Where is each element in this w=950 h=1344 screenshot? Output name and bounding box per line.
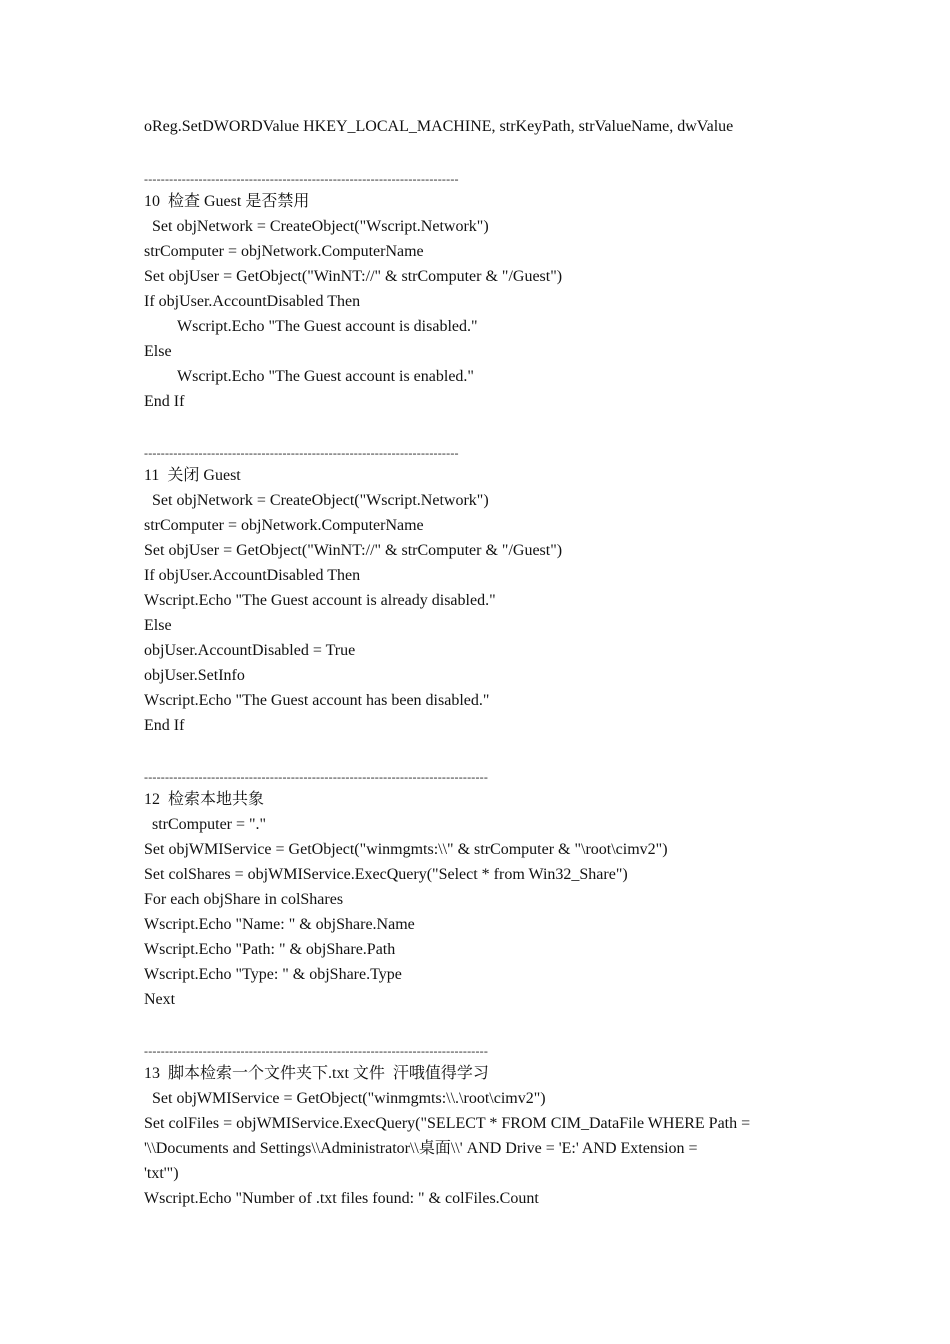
section-10-title: 10 检查 Guest 是否禁用 [144, 193, 310, 210]
code-line: Wscript.Echo "Path: " & objShare.Path [144, 941, 396, 958]
code-line: Set colFiles = objWMIService.ExecQuery("SELECT * FROM CIM_DataFile WHERE Path = [144, 1115, 751, 1132]
code-line: Wscript.Echo "The Guest account is disabled." [177, 318, 478, 335]
code-line: Wscript.Echo "The Guest account is enabled." [177, 368, 474, 385]
code-line: Wscript.Echo "Number of .txt files found: " & colFiles.Count [144, 1190, 539, 1207]
code-line: Wscript.Echo "The Guest account is already disabled." [144, 592, 496, 609]
section-13-title: 13 脚本检索一个文件夹下.txt 文件 汗哦值得学习 [144, 1065, 489, 1082]
section-separator: --------------------------------------------------------------------------- [144, 448, 459, 458]
section-12-title: 12 检索本地共象 [144, 791, 265, 808]
code-line: If objUser.AccountDisabled Then [144, 567, 361, 584]
section-separator: ---------------------------------------------------------------------------------- [144, 1046, 489, 1056]
code-line: Set objWMIService = GetObject("winmgmts:\\.\root\cimv2") [152, 1090, 546, 1107]
code-line: strComputer = "." [152, 816, 267, 833]
code-line: End If [144, 717, 185, 734]
code-line: Next [144, 991, 176, 1008]
code-line: objUser.SetInfo [144, 667, 245, 684]
code-line: Else [144, 617, 172, 634]
code-line: oReg.SetDWORDValue HKEY_LOCAL_MACHINE, strKeyPath, strValueName, dwValue [144, 118, 734, 135]
code-line: Set objUser = GetObject("WinNT://" & strComputer & "/Guest") [144, 268, 563, 285]
code-line: Wscript.Echo "The Guest account has been disabled." [144, 692, 490, 709]
code-line: Set objNetwork = CreateObject("Wscript.Network") [152, 218, 489, 235]
code-line: For each objShare in colShares [144, 891, 344, 908]
code-line: Else [144, 343, 172, 360]
code-line: End If [144, 393, 185, 410]
code-line: '\\Documents and Settings\\Administrator\\桌面\\' AND Drive = 'E:' AND Extension = [144, 1140, 698, 1157]
section-separator: ---------------------------------------------------------------------------------- [144, 772, 489, 782]
code-line: strComputer = objNetwork.ComputerName [144, 517, 424, 534]
section-11-title: 11 关闭 Guest [144, 467, 241, 484]
section-separator: --------------------------------------------------------------------------- [144, 174, 459, 184]
code-line: Wscript.Echo "Name: " & objShare.Name [144, 916, 415, 933]
code-line: Set objNetwork = CreateObject("Wscript.Network") [152, 492, 489, 509]
code-line: strComputer = objNetwork.ComputerName [144, 243, 424, 260]
code-line: Set objWMIService = GetObject("winmgmts:\\" & strComputer & "\root\cimv2") [144, 841, 668, 858]
code-line: 'txt'") [144, 1165, 179, 1182]
code-line: objUser.AccountDisabled = True [144, 642, 356, 659]
code-line: If objUser.AccountDisabled Then [144, 293, 361, 310]
code-line: Set objUser = GetObject("WinNT://" & strComputer & "/Guest") [144, 542, 563, 559]
code-line: Wscript.Echo "Type: " & objShare.Type [144, 966, 402, 983]
code-line: Set colShares = objWMIService.ExecQuery("Select * from Win32_Share") [144, 866, 628, 883]
